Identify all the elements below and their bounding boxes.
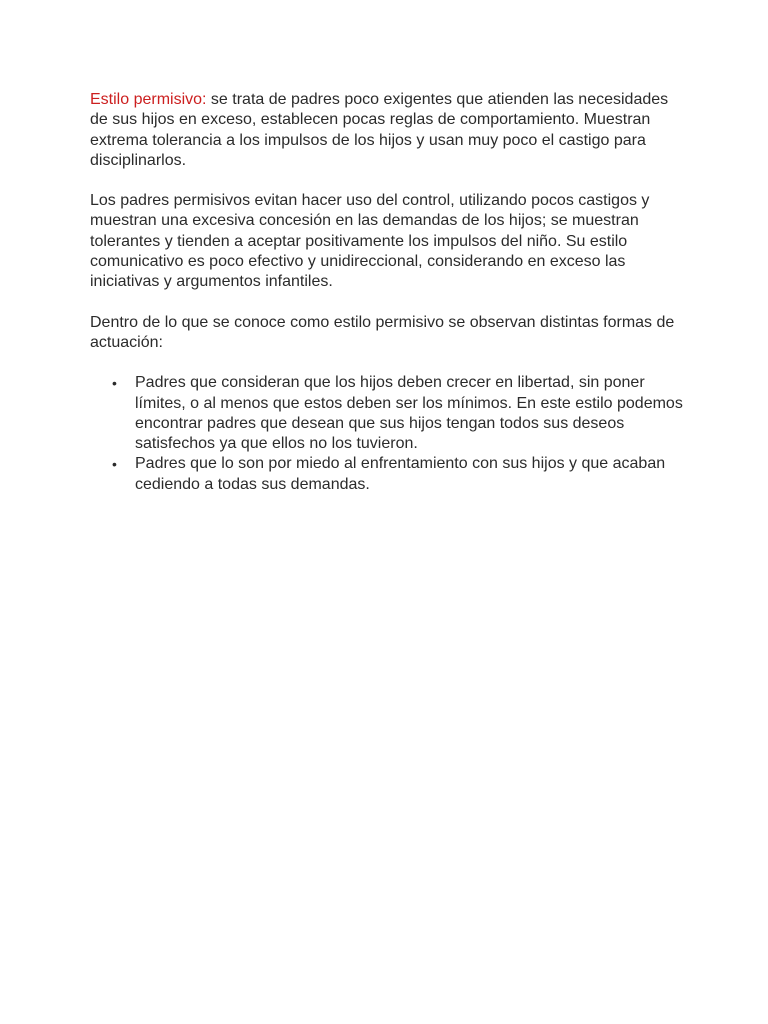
list-item-text: Padres que lo son por miedo al enfrentamiento con sus hijos y que acaban cediendo a todas sus demandas. [135,455,666,493]
paragraph-padres-permisivos: Los padres permisivos evitan hacer uso del control, utilizando pocos castigos y muestran una excesiva concesión en las demandas de los hijos; se muestran tolerantes y tienden a aceptar positivamente los impulsos del niño. Su estilo comunicativo es poco efectivo y unidireccional, considerando en exceso las iniciativas y argumentos infantiles. [90,192,650,291]
list-item-text: Padres que consideran que los hijos deben crecer en libertad, sin poner límites, o al menos que estos deben ser los mínimos. En este estilo podemos encontrar padres que desean que sus hijos tengan todos sus deseos satisfechos ya que ellos no los tuvieron. [135,374,683,453]
bullet-list [90,373,690,495]
document-body [90,90,690,495]
bullet-icon: • [112,375,117,392]
list-item [90,373,690,454]
paragraph-lead-heading: Estilo permisivo: [90,91,207,108]
paragraph-estilo-permisivo [90,90,690,171]
list-item [90,454,690,495]
paragraph-formas-actuacion: Dentro de lo que se conoce como estilo permisivo se observan distintas formas de actuación: [90,313,675,351]
bullet-icon: • [112,456,117,473]
paragraph-text: se trata de padres poco exigentes que atienden las necesidades de sus hijos en exceso, establecen pocas reglas de comportamiento. Muestran extrema tolerancia a los impulsos de los hijos y usan muy poco el castigo para disciplinarlos. [90,91,669,169]
